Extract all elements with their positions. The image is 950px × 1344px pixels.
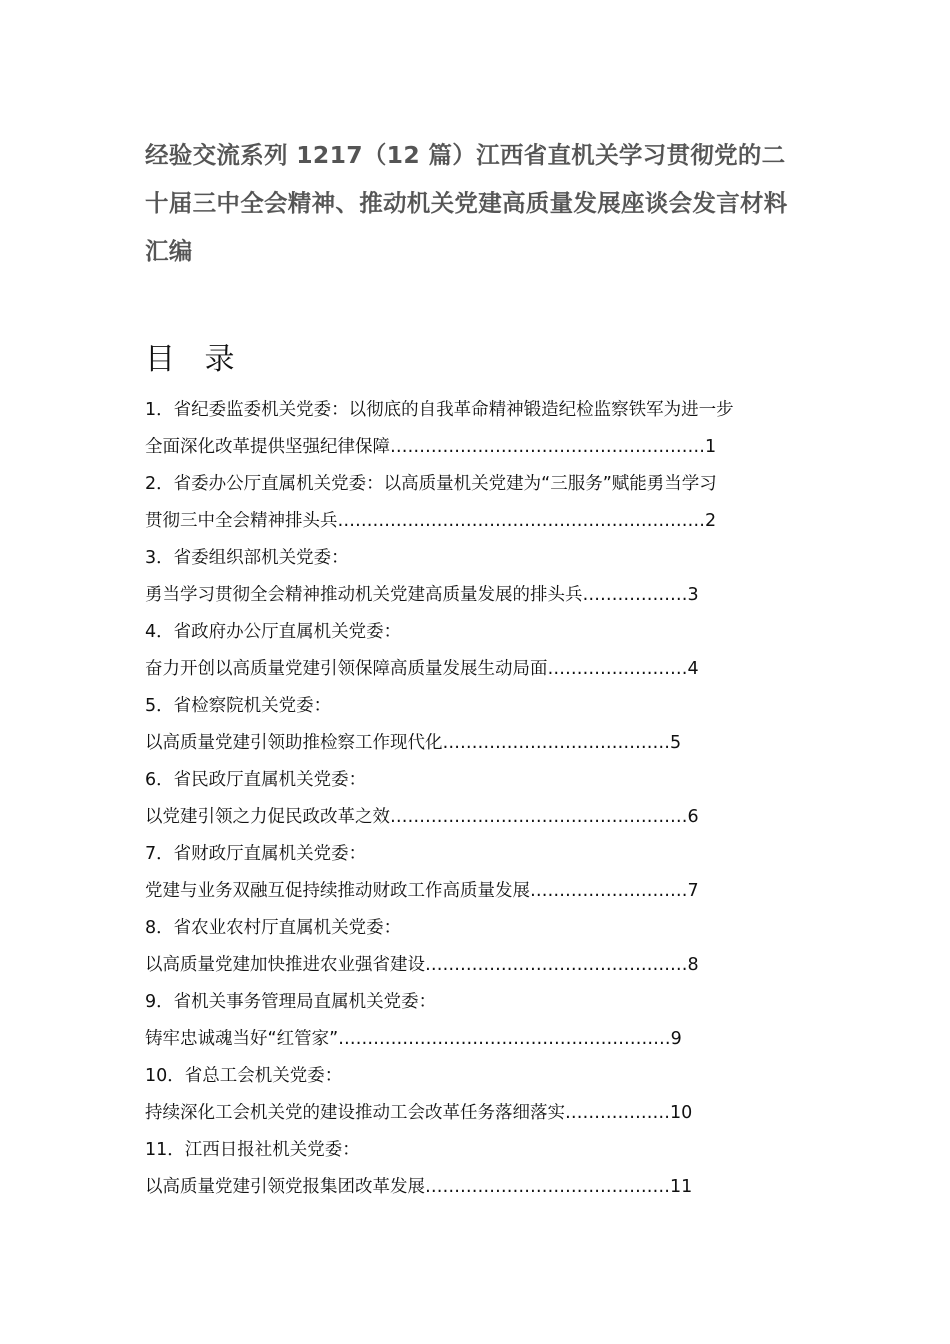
toc-entry-subtitle-page: 铸牢忠诚魂当好“红管家”…………………………………………………9 bbox=[145, 1029, 682, 1049]
toc-heading: 目 录 bbox=[145, 342, 245, 377]
toc-entry-2[interactable] bbox=[145, 466, 805, 540]
toc-entry-title: 6．省民政厅直属机关党委： bbox=[145, 770, 367, 790]
toc-entry-title: 7．省财政厅直属机关党委： bbox=[145, 844, 367, 864]
toc-entry-10[interactable] bbox=[145, 1058, 805, 1132]
toc-entry-subtitle-page: 以高质量党建引领助推检察工作现代化…………………………………5 bbox=[145, 733, 682, 753]
toc-entry-title: 2．省委办公厅直属机关党委：以高质量机关党建为“三服务”赋能勇当学习 bbox=[145, 474, 717, 494]
toc-entry-subtitle-page: 持续深化工会机关党的建设推动工会改革任务落细落实………………10 bbox=[145, 1103, 693, 1123]
toc-entry-title: 4．省政府办公厅直属机关党委： bbox=[145, 622, 402, 642]
toc-entry-subtitle-page: 党建与业务双融互促持续推动财政工作高质量发展………………………7 bbox=[145, 881, 699, 901]
toc-entry-title: 9．省机关事务管理局直属机关党委： bbox=[145, 992, 437, 1012]
document-title: 经验交流系列 1217（12 篇）江西省直机关学习贯彻党的二十届三中全会精神、推动机关党建高质量发展座谈会发言材料汇编 bbox=[145, 141, 788, 265]
toc-entry-9[interactable] bbox=[145, 984, 805, 1058]
toc-entry-1[interactable] bbox=[145, 392, 805, 466]
toc-entry-11[interactable] bbox=[145, 1132, 805, 1206]
toc-entry-subtitle-page: 以高质量党建加快推进农业强省建设………………………………………8 bbox=[145, 955, 699, 975]
toc-entry-title: 3．省委组织部机关党委： bbox=[145, 548, 349, 568]
toc-entry-5[interactable] bbox=[145, 688, 805, 762]
toc-entry-subtitle-page: 勇当学习贯彻全会精神推动机关党建高质量发展的排头兵………………3 bbox=[145, 585, 699, 605]
toc-entry-8[interactable] bbox=[145, 910, 805, 984]
toc-entry-title: 5．省检察院机关党委： bbox=[145, 696, 332, 716]
toc-entry-title: 10．省总工会机关党委： bbox=[145, 1066, 343, 1086]
table-of-contents bbox=[145, 392, 805, 1206]
toc-entry-subtitle-page: 以高质量党建引领党报集团改革发展……………………………………11 bbox=[145, 1177, 693, 1197]
toc-entry-subtitle-page: 奋力开创以高质量党建引领保障高质量发展生动局面……………………4 bbox=[145, 659, 699, 679]
toc-entry-title: 11．江西日报社机关党委： bbox=[145, 1140, 360, 1160]
toc-entry-7[interactable] bbox=[145, 836, 805, 910]
toc-entry-title: 1．省纪委监委机关党委：以彻底的自我革命精神锻造纪检监察铁军为进一步 bbox=[145, 400, 734, 420]
toc-entry-title: 8．省农业农村厅直属机关党委： bbox=[145, 918, 402, 938]
toc-entry-subtitle-page: 全面深化改革提供坚强纪律保障………………………………………………1 bbox=[145, 437, 717, 457]
toc-entry-6[interactable] bbox=[145, 762, 805, 836]
toc-entry-subtitle-page: 以党建引领之力促民政改革之效……………………………………………6 bbox=[145, 807, 699, 827]
toc-entry-3[interactable] bbox=[145, 540, 805, 614]
toc-entry-subtitle-page: 贯彻三中全会精神排头兵………………………………………………………2 bbox=[145, 511, 717, 531]
toc-entry-4[interactable] bbox=[145, 614, 805, 688]
